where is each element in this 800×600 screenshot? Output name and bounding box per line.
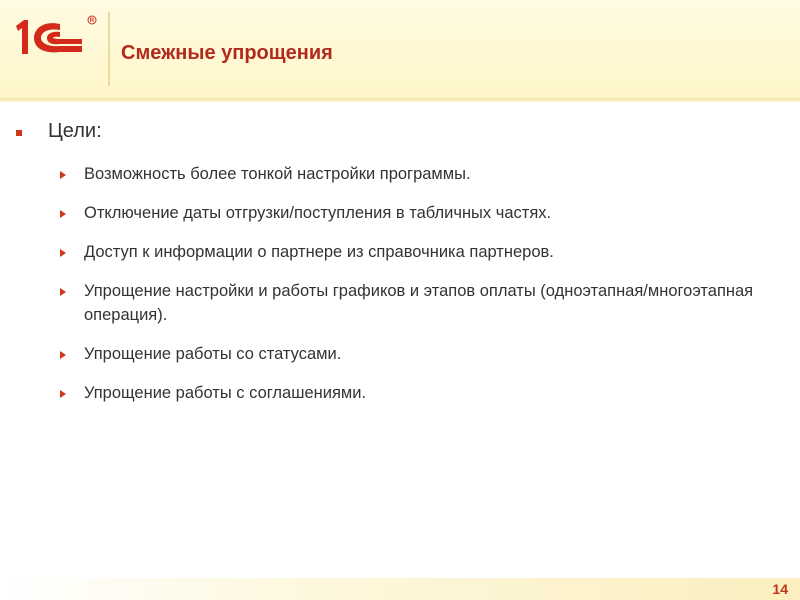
triangle-bullet-icon (60, 288, 66, 296)
list-item-text: Упрощение работы со статусами. (84, 345, 342, 363)
list-item-text: Упрощение настройки и работы графиков и этапов оплаты (одноэтапная/многоэтапная операция). (84, 282, 754, 324)
goal-heading (16, 120, 102, 143)
list-item-text: Возможность более тонкой настройки программы. (84, 165, 471, 183)
page-number: 14 (772, 581, 788, 597)
triangle-bullet-icon (60, 249, 66, 257)
footer-band (0, 578, 800, 600)
list-item (60, 279, 760, 327)
list-item (60, 162, 760, 186)
list-item-text: Упрощение работы с соглашениями. (84, 384, 367, 402)
list-item (60, 201, 760, 225)
triangle-bullet-icon (60, 351, 66, 359)
triangle-bullet-icon (60, 210, 66, 218)
slide-title: Смежные упрощения (121, 42, 333, 64)
list-item-text: Доступ к информации о партнере из справочника партнеров. (84, 243, 554, 261)
triangle-bullet-icon (60, 171, 66, 179)
goal-label: Цели: (48, 120, 102, 142)
list-item (60, 240, 760, 264)
list-item-text: Отключение даты отгрузки/поступления в табличных частях. (84, 204, 552, 222)
list-item (60, 381, 760, 405)
header-band (0, 0, 800, 98)
list-item (60, 342, 760, 366)
square-bullet-icon (16, 130, 22, 136)
1c-logo (10, 12, 100, 62)
triangle-bullet-icon (60, 390, 66, 398)
goals-list (60, 162, 760, 420)
header-divider (0, 98, 800, 102)
logo-separator (108, 12, 110, 86)
